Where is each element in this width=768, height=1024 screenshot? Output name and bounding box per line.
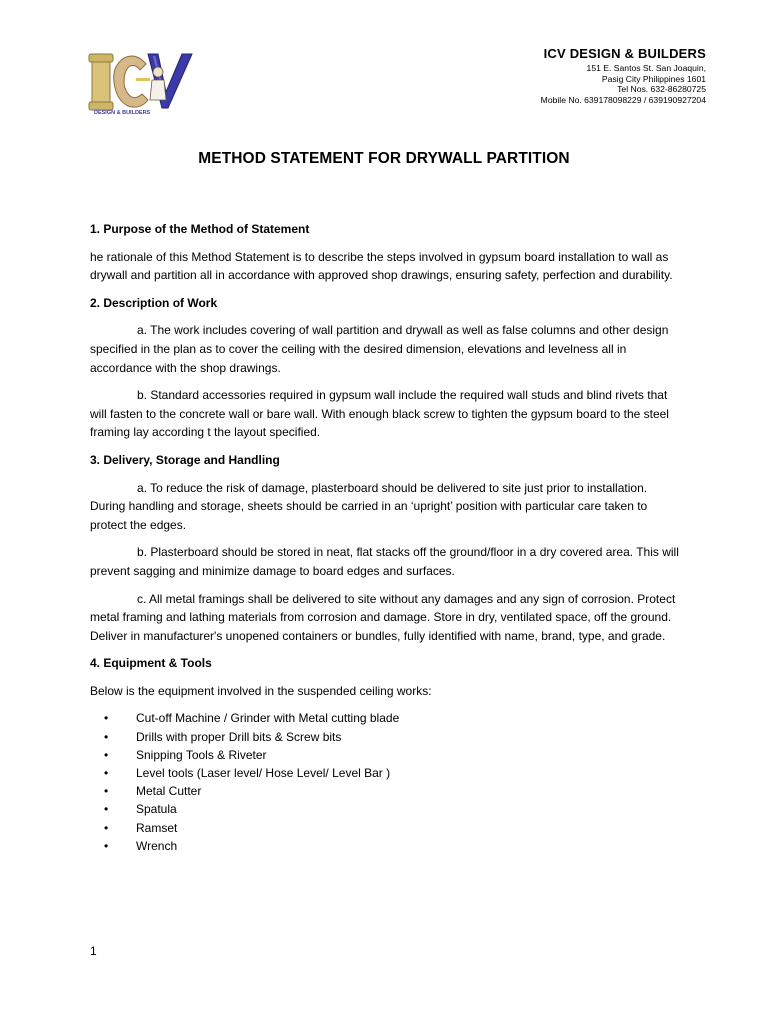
company-address-2: Pasig City Philippines 1601 [601,73,706,84]
list-item [104,819,680,837]
company-mobile: Mobile No. 639178098229 / 639190927204 [540,94,706,105]
company-header [541,46,706,105]
equipment-list [90,709,680,855]
list-item [104,728,680,746]
list-item-text: Ramset [136,820,178,835]
bullet-icon: • [104,766,109,781]
list-item [104,837,680,855]
page-number: 1 [90,944,97,958]
section-3-heading: 3. Delivery, Storage and Handling [90,452,280,467]
section-1-paragraph: he rationale of this Method Statement is to describe the steps involved in gypsum board installation to wall as drywall and partition all in accordance with approved shop drawings, ensuring safety, perfection and durability. [90,249,673,283]
list-item [104,800,680,818]
section-3-item-a: a. To reduce the risk of damage, plasterboard should be delivered to site just prior to installation. During handling and storage, sheets should be carried in an ‘upright’ position with particular care taken to protect the edges. [90,480,648,532]
section-3-item-b: b. Plasterboard should be stored in neat, flat stacks off the ground/floor in a dry covered area. This will prevent sagging and minimize damage to board edges and surfaces. [90,545,679,578]
list-item-text: Spatula [136,802,177,817]
bullet-icon: • [104,784,109,799]
list-item-text: Wrench [136,838,178,853]
company-address-1: 151 E. Santos St. San Joaquin, [586,63,706,73]
list-item-text: Metal Cutter [136,784,202,799]
bullet-icon: • [104,838,109,853]
section-4-intro: Below is the equipment involved in the suspended ceiling works: [90,683,432,698]
bullet-icon: • [104,729,109,744]
logo-subtext: DESIGN & BUILDERS [94,110,151,116]
bullet-icon: • [104,711,109,726]
list-item [104,746,680,764]
list-item [104,764,680,782]
list-item [104,782,680,800]
section-3-item-c: c. All metal framings shall be delivered to site without any damages and any sign of corrosion. Protect metal framing and lathing materials from corrosion and damage. Store in dry, ventilated space, off the ground. Deliver in manufacturer's unopened containers or bundles, fully identified with name, brand, type, and grade. [90,591,676,643]
bullet-icon: • [104,820,109,835]
list-item [104,709,680,727]
company-tel: Tel Nos. 632-86280725 [617,84,706,95]
list-item-text: Level tools (Laser level/ Hose Level/ Level Bar ) [136,766,391,781]
list-item-text: Drills with proper Drill bits & Screw bits [136,729,342,744]
document-title: METHOD STATEMENT FOR DRYWALL PARTITION [198,150,570,167]
section-2-item-b: b. Standard accessories required in gypsum wall include the required wall studs and blind rivets that will fasten to the concrete wall or bare wall. With enough black screw to tighten the gypsum board to the steel framing lay according t the layout specified. [90,388,669,440]
company-name: ICV DESIGN & BUILDERS [543,46,706,61]
bullet-icon: • [104,802,109,817]
section-2-item-a: a. The work includes covering of wall partition and drywall as well as false columns and other design specified in the plan as to cover the ceiling with the desired dimension, elevations and levelness all in accordance with the shop drawings. [90,323,669,375]
bullet-icon: • [104,747,109,762]
company-logo [88,48,198,124]
list-item-text: Snipping Tools & Riveter [136,747,267,762]
section-4-heading: 4. Equipment & Tools [90,656,212,671]
list-item-text: Cut-off Machine / Grinder with Metal cutting blade [136,711,400,726]
document-body [90,220,680,855]
section-2-heading: 2. Description of Work [90,295,218,310]
section-1-heading: 1. Purpose of the Method of Statement [90,222,310,236]
